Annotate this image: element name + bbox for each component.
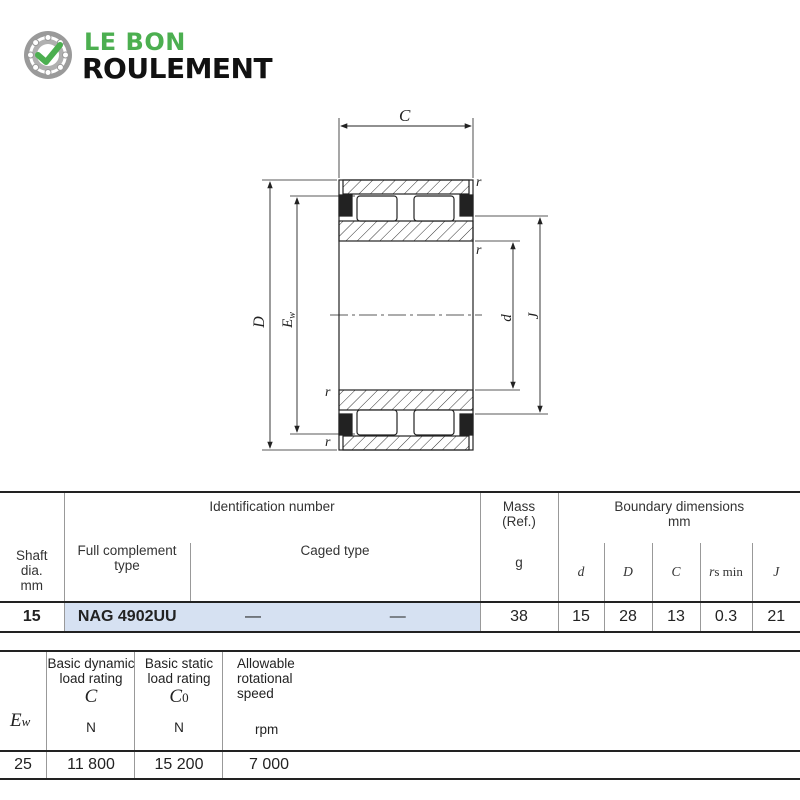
logo-text-roulement: ROULEMENT [82,52,273,85]
full-complement-value: NAG 4902UU [64,602,190,632]
caged-type-value-2: — [316,602,480,632]
identification-table [0,491,800,633]
rs-min-value: 0.3 [700,602,752,632]
mass-header: Mass (Ref.) g [480,492,558,602]
dim-label-r-mid-left: r [325,385,331,400]
shaft-dia-value: 15 [22,608,41,625]
dim-label-ew: $E_w$ [280,312,298,328]
brand-logo [22,26,322,86]
basic-dynamic-load-rating-header: Basic dynamic load rating C N [46,652,135,750]
outer-d-value: 28 [604,602,652,632]
dynamic-load-value: 11 800 [46,752,135,778]
full-complement-type-header: Full complement type [64,543,190,602]
rs-min-header: rs min [700,543,752,602]
j-value: 21 [752,602,800,632]
ew-header: Ew [10,710,31,731]
dim-label-r-bottom-left: r [325,435,331,450]
bearing-cross-section-drawing [0,100,800,460]
bore-d-header: d [558,543,604,602]
dim-label-c: C [399,106,411,125]
bearing-check-logo-icon [22,29,74,81]
width-c-header: C [652,543,700,602]
shaft-dia-header: Shaft dia. mm [0,492,64,602]
ratings-table-bottom-rule [0,778,800,780]
dim-label-r-top-right: r [476,175,482,190]
boundary-dimensions-header: Boundary dimensions mm [558,492,800,543]
identification-number-header: Identification number [64,492,480,543]
dim-label-outer-diameter: D [251,316,268,328]
static-load-value: 15 200 [134,752,223,778]
j-header: J [752,543,800,602]
allowable-rotational-speed-header: Allowable rotational speed rpm [222,652,323,750]
basic-static-load-rating-header: Basic static load rating C0 N [134,652,223,750]
rotational-speed-value: 7 000 [222,752,323,778]
width-c-value: 13 [652,602,700,632]
ew-value: 25 [14,756,32,773]
dim-label-j: J [526,312,542,320]
outer-d-header: D [604,543,652,602]
dim-label-r-mid-right: r [476,243,482,258]
dim-label-bore: d [499,314,515,322]
bore-d-value: 15 [558,602,604,632]
caged-type-value-1: — [190,602,316,632]
logo-text-le-bon: LE BON [84,28,186,56]
caged-type-header: Caged type [190,543,480,602]
mass-value: 38 [480,602,558,632]
